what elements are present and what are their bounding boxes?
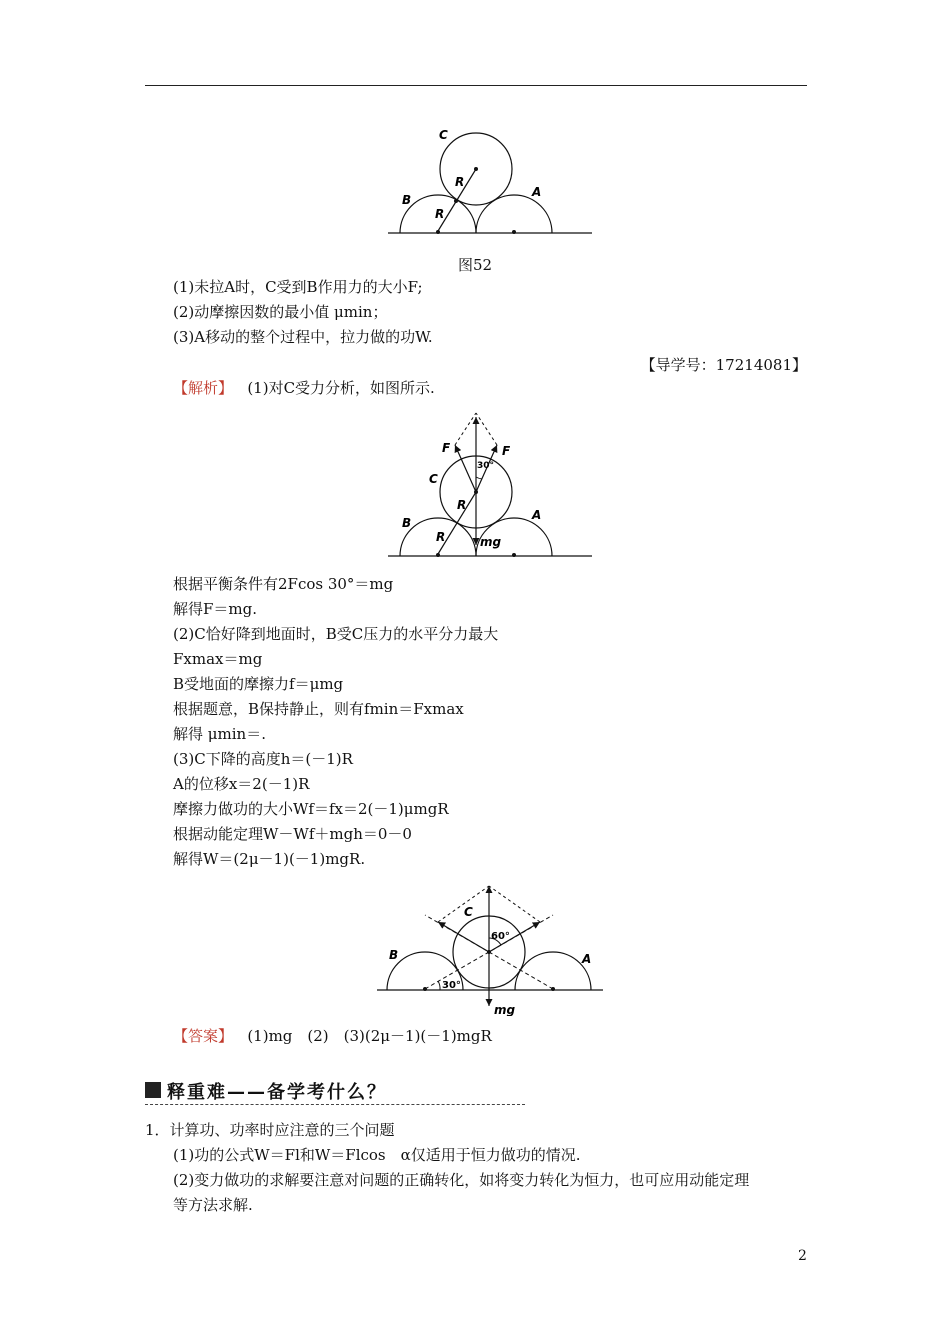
fig2-label-f-right: F — [502, 444, 511, 458]
fig1-label-c: C — [439, 128, 448, 142]
question-2: (2)动摩擦因数的最小值 μmin； — [173, 303, 388, 321]
fig2-label-f-left: F — [442, 441, 451, 455]
fig2-label-mg: mg — [480, 535, 502, 549]
fig1-label-b: B — [402, 193, 412, 207]
answer-line — [173, 1026, 492, 1046]
solution-line-4: Fxmax＝mg — [173, 650, 263, 668]
solution-line-12: 解得W＝(2μ－1)(－1)mgR. — [173, 850, 366, 868]
fig2-label-r-bottom: R — [436, 530, 446, 544]
fig3-label-mg: mg — [494, 1003, 516, 1016]
solution-line-2: 解得F＝mg. — [173, 600, 258, 618]
fig3-label-angle60: 60° — [491, 931, 510, 942]
fig2-label-b: B — [402, 516, 412, 530]
fig2-label-r-top: R — [457, 498, 467, 512]
fig3-label-a: A — [582, 952, 592, 966]
solution-line-3: (2)C恰好降到地面时，B受C压力的水平分力最大 — [173, 625, 499, 643]
fig2-label-c: C — [429, 472, 438, 486]
solution-line-9: A的位移x＝2(－1)R — [173, 775, 310, 793]
answer-text: (1)mg (2) (3)(2μ－1)(－1)mgR — [247, 1027, 492, 1045]
analysis-tag: 【解析】 — [173, 379, 234, 397]
section-title: 释重难——备学考什么？ — [167, 1082, 387, 1103]
fig3-label-angle30: 30° — [442, 980, 461, 991]
solution-line-8: (3)C下降的高度h＝(－1)R — [173, 750, 353, 768]
solution-line-5: B受地面的摩擦力f＝μmg — [173, 675, 344, 693]
fig3-label-b: B — [389, 948, 399, 962]
section-marker-icon — [145, 1082, 161, 1098]
fig1-label-r-bottom: R — [435, 207, 445, 221]
fig1-label-a: A — [532, 185, 542, 199]
figure-3-diagram — [372, 878, 608, 1016]
fig2-label-a: A — [532, 508, 542, 522]
analysis-line — [173, 378, 435, 398]
solution-line-1: 根据平衡条件有2Fcos 30°＝mg — [173, 575, 394, 593]
fig1-label-r-top: R — [455, 175, 465, 189]
fig3-label-c: C — [464, 905, 473, 919]
solution-line-10: 摩擦力做功的大小Wf＝fx＝2(－1)μmgR — [173, 800, 449, 818]
figure-1-caption: 图52 — [457, 256, 493, 274]
guide-number: 【导学号：17214081】 — [640, 356, 807, 374]
note-line-1: (1)功的公式W＝Fl和W＝Flcos α仅适用于恒力做功的情况. — [173, 1146, 581, 1164]
note-line-2: (2)变力做功的求解要注意对问题的正确转化，如将变力转化为恒力，也可应用动能定理 — [173, 1171, 750, 1189]
solution-line-11: 根据动能定理W－Wf＋mgh＝0－0 — [173, 825, 412, 843]
figure-2-diagram — [385, 405, 595, 563]
note-heading: 1．计算功、功率时应注意的三个问题 — [145, 1121, 395, 1139]
analysis-text: (1)对C受力分析，如图所示. — [247, 379, 435, 397]
section-dashed-rule — [145, 1104, 525, 1105]
header-rule — [145, 85, 807, 86]
page-number: 2 — [798, 1248, 807, 1264]
question-3: (3)A移动的整个过程中，拉力做的功W. — [173, 328, 433, 346]
answer-tag: 【答案】 — [173, 1027, 234, 1045]
fig2-label-angle: 30° — [477, 461, 495, 471]
section-header — [145, 1077, 525, 1105]
solution-line-7: 解得 μmin＝. — [173, 725, 266, 743]
question-1: (1)未拉A时，C受到B作用力的大小F; — [173, 278, 423, 296]
figure-1-diagram — [385, 125, 595, 240]
solution-line-6: 根据题意，B保持静止，则有fmin＝Fxmax — [173, 700, 464, 718]
note-line-3: 等方法求解. — [173, 1196, 253, 1214]
